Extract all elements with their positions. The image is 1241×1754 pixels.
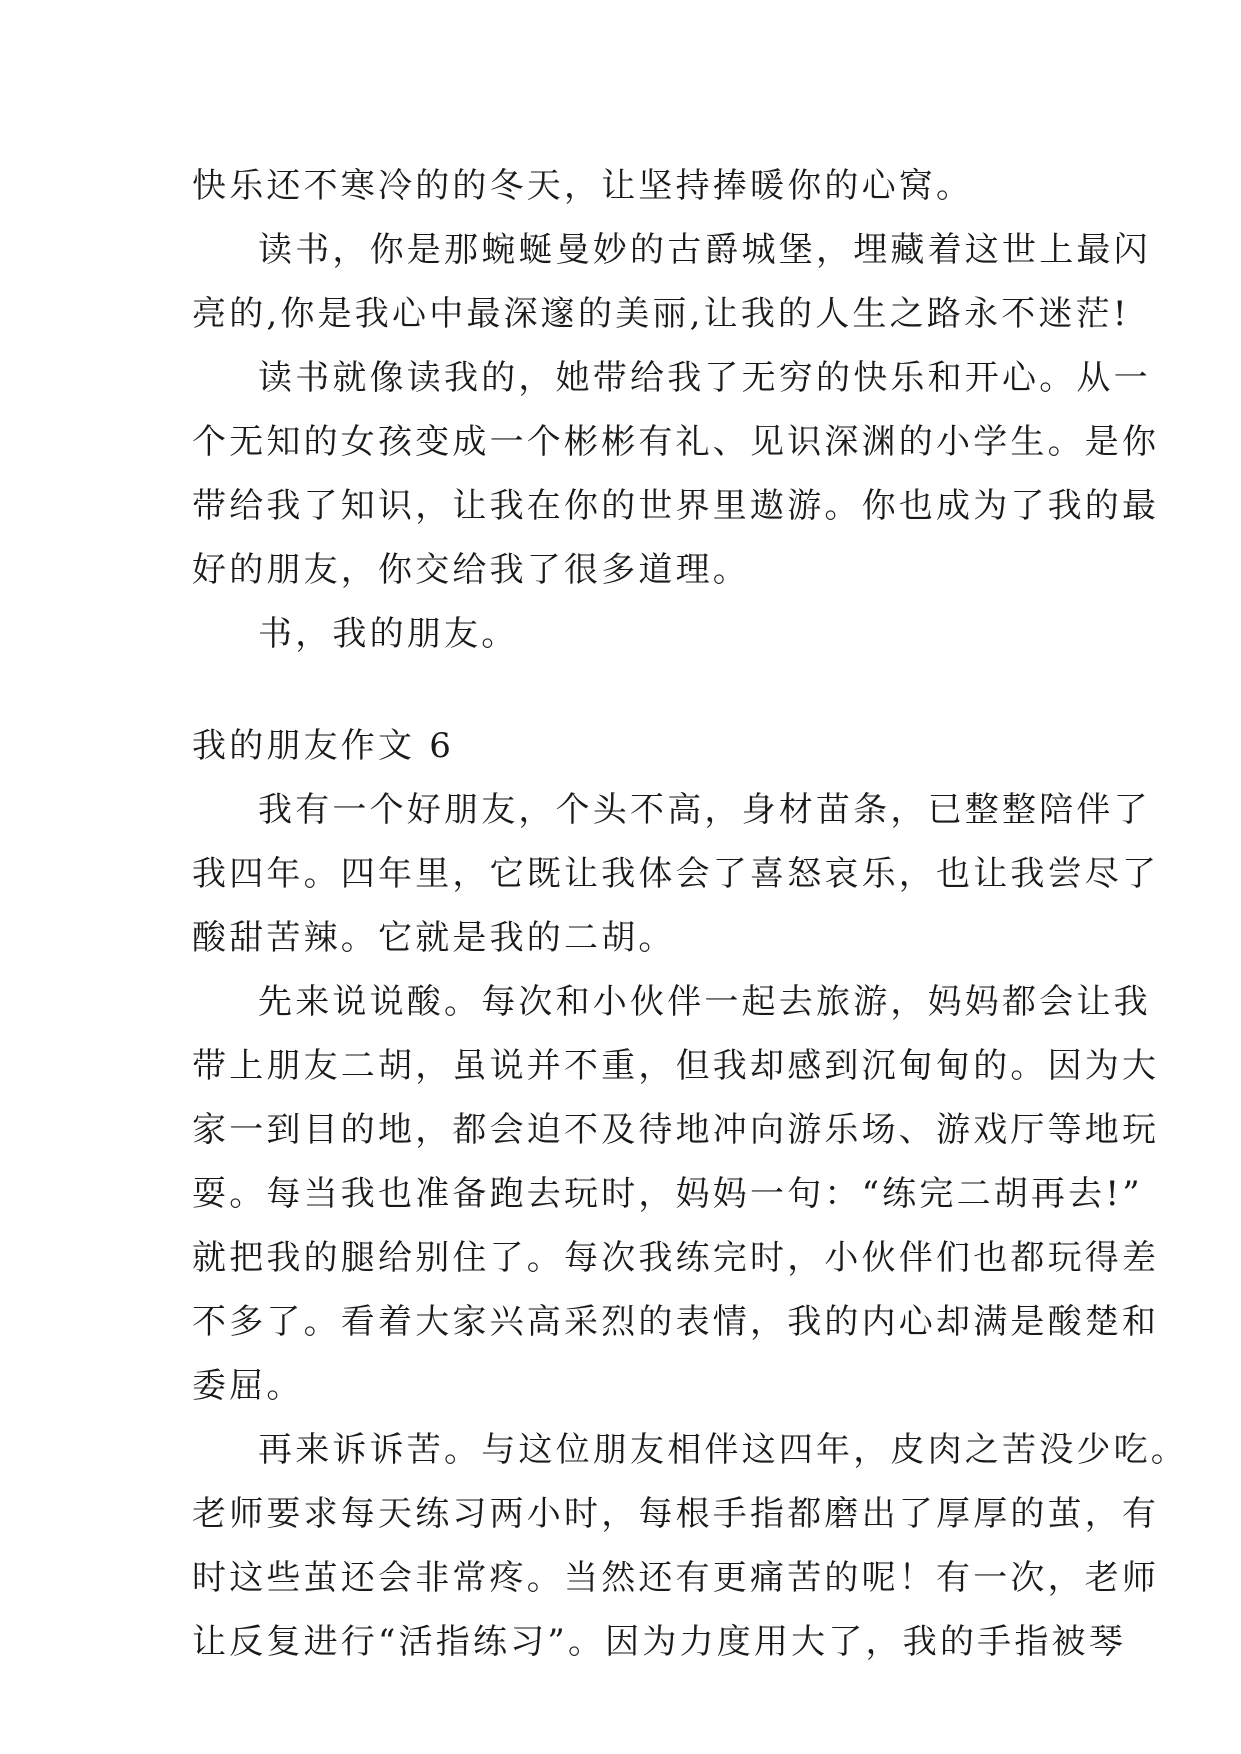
text-line: 带给我了知识，让我在你的世界里遨游。你也成为了我的最 [192, 486, 1160, 526]
text-line: 带上朋友二胡，虽说并不重，但我却感到沉甸甸的。因为大 [192, 1046, 1160, 1086]
text-line: 不多了。看着大家兴高采烈的表情，我的内心却满是酸楚和 [192, 1302, 1160, 1342]
paragraph-line: 读书就像读我的，她带给我了无穷的快乐和开心。从一 [258, 358, 1151, 398]
paragraph-line: 先来说说酸。每次和小伙伴一起去旅游，妈妈都会让我 [258, 982, 1151, 1022]
text-line: 亮的,你是我心中最深邃的美丽,让我的人生之路永不迷茫! [192, 294, 1130, 334]
text-line: 就把我的腿给别住了。每次我练完时，小伙伴们也都玩得差 [192, 1238, 1160, 1278]
text-line: 酸甜苦辣。它就是我的二胡。 [192, 918, 676, 958]
paragraph-line: 再来诉诉苦。与这位朋友相伴这四年，皮肉之苦没少吃。 [258, 1430, 1188, 1470]
paragraph-line: 读书，你是那蜿蜒曼妙的古爵城堡，埋藏着这世上最闪 [258, 230, 1151, 270]
text-line: 委屈。 [192, 1366, 304, 1406]
text-line: 耍。每当我也准备跑去玩时，妈妈一句：“练完二胡再去!” [192, 1174, 1143, 1214]
text-line: 让反复进行“活指练习”。因为力度用大了，我的手指被琴 [192, 1622, 1126, 1662]
text-line: 我四年。四年里，它既让我体会了喜怒哀乐，也让我尝尽了 [192, 854, 1160, 894]
text-line: 老师要求每天练习两小时，每根手指都磨出了厚厚的茧，有 [192, 1494, 1160, 1534]
text-line: 家一到目的地，都会迫不及待地冲向游乐场、游戏厅等地玩 [192, 1110, 1160, 1150]
section-heading: 我的朋友作文 6 [192, 726, 455, 766]
text-line: 个无知的女孩变成一个彬彬有礼、见识深渊的小学生。是你 [192, 422, 1160, 462]
paragraph-line: 我有一个好朋友，个头不高，身材苗条，已整整陪伴了 [258, 790, 1151, 830]
text-line: 好的朋友，你交给我了很多道理。 [192, 550, 750, 590]
paragraph-line: 书，我的朋友。 [258, 614, 519, 654]
text-line: 快乐还不寒冷的的冬天，让坚持捧暖你的心窝。 [192, 166, 974, 206]
text-line: 时这些茧还会非常疼。当然还有更痛苦的呢！有一次，老师 [192, 1558, 1160, 1598]
